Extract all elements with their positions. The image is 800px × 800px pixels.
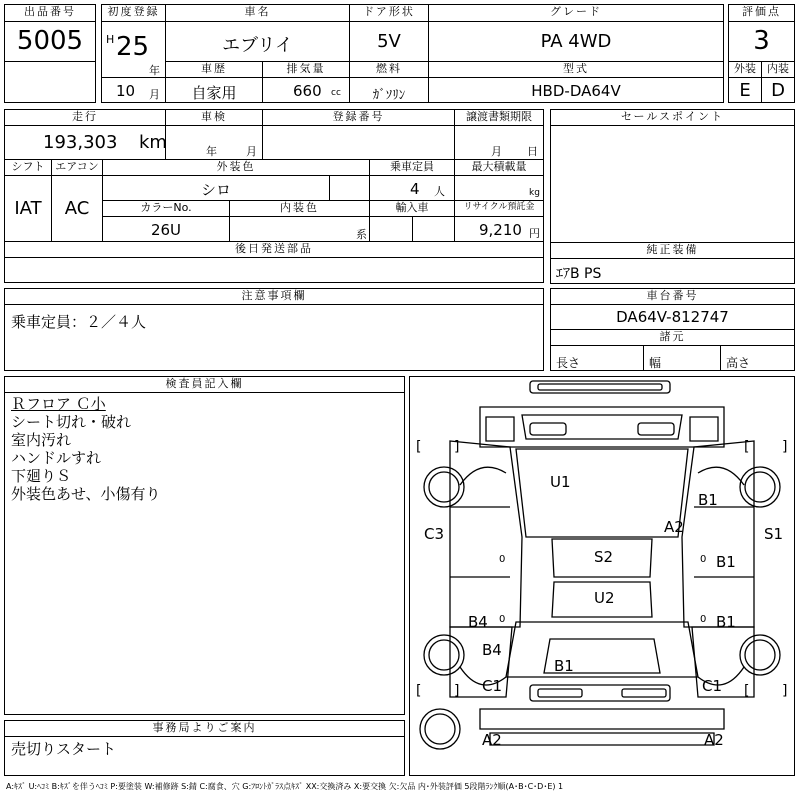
plate-cell bbox=[262, 125, 455, 160]
car-name-label: 車名 bbox=[165, 4, 350, 22]
damage-mark-left-rear-corner: C1 bbox=[482, 677, 503, 695]
aircon-label: エアコン bbox=[51, 159, 103, 176]
model: HBD-DA64V bbox=[531, 82, 621, 100]
inspection-label: 車検 bbox=[165, 109, 263, 126]
reg-month: 10 bbox=[116, 82, 136, 100]
inspector-line-4: ハンドルすれ bbox=[11, 449, 102, 467]
max-load-unit: kg bbox=[529, 188, 540, 198]
score: 3 bbox=[753, 26, 770, 56]
displacement-unit: cc bbox=[331, 88, 341, 98]
score-cell bbox=[728, 21, 795, 62]
damage-mark-right-side: S1 bbox=[764, 525, 784, 543]
reg-year: 25 bbox=[116, 32, 150, 62]
lot-number-label: 出品番号 bbox=[4, 4, 96, 22]
chassis-number-cell bbox=[550, 304, 795, 330]
office-notice-cell bbox=[4, 736, 405, 776]
transfer-month-unit: 月 bbox=[491, 145, 502, 158]
interior-grade: D bbox=[771, 80, 785, 101]
inspector-line-2: シート切れ・破れ bbox=[11, 413, 132, 431]
capacity: 4 bbox=[410, 180, 420, 198]
color-number-label: カラーNo. bbox=[102, 200, 230, 217]
exterior-grade-cell bbox=[728, 77, 762, 103]
history-label: 車歴 bbox=[165, 61, 263, 78]
grade: PA 4WD bbox=[540, 31, 612, 52]
year-unit: 年 bbox=[149, 64, 160, 77]
damage-mark-front-roof: U1 bbox=[550, 473, 571, 491]
shift-cell bbox=[4, 175, 52, 242]
import-label: 輸入車 bbox=[369, 200, 455, 217]
genuine-equipment-label: 純正装備 bbox=[550, 242, 795, 259]
fuel: ｶﾞｿﾘﾝ bbox=[372, 88, 406, 103]
color-number: 26U bbox=[150, 221, 182, 239]
bracket-left-low: [ bbox=[416, 683, 422, 699]
model-cell bbox=[428, 77, 724, 103]
recycle-deposit-cell bbox=[454, 216, 544, 242]
first-registration-label: 初度登録 bbox=[101, 4, 166, 22]
width-label: 幅 bbox=[649, 356, 662, 370]
damage-mark-left-rear-door: B4 bbox=[468, 613, 488, 631]
damage-mark-roof: S2 bbox=[594, 548, 614, 566]
chassis-number-label: 車台番号 bbox=[550, 288, 795, 305]
office-notice: 売切りスタート bbox=[11, 740, 117, 758]
genuine-equipment-cell bbox=[550, 258, 795, 284]
exterior-grade-label: 外装 bbox=[728, 61, 762, 78]
zero-mark: 0 bbox=[499, 614, 506, 625]
zero-mark: 0 bbox=[499, 554, 506, 565]
fuel-cell bbox=[349, 77, 429, 103]
shift: IAT bbox=[14, 198, 42, 219]
recycle-deposit-unit: 円 bbox=[529, 227, 540, 240]
capacity-unit: 人 bbox=[434, 185, 445, 198]
grade-cell bbox=[428, 21, 724, 62]
exterior-color-cell bbox=[102, 175, 330, 201]
damage-mark-left-front: C3 bbox=[424, 525, 445, 543]
car-name: エブリイ bbox=[222, 35, 293, 56]
inspector-line-3: 室内汚れ bbox=[11, 431, 72, 449]
displacement-label: 排気量 bbox=[262, 61, 350, 78]
capacity-cell bbox=[369, 175, 455, 201]
displacement: 660 bbox=[293, 82, 322, 100]
car-name-cell bbox=[165, 21, 350, 62]
inspector-line-6: 外装色あせ、小傷有り bbox=[11, 485, 161, 503]
genuine-equipment: ｴｱB PS bbox=[556, 266, 602, 282]
aircon-cell bbox=[51, 175, 103, 242]
bracket-left-close: ] bbox=[454, 439, 460, 455]
notes-label: 注意事項欄 bbox=[4, 288, 544, 305]
exterior-color-label: 外装色 bbox=[102, 159, 370, 176]
height-label: 高さ bbox=[726, 356, 751, 370]
mileage: 193,303 bbox=[43, 132, 118, 153]
mileage-unit: km bbox=[139, 132, 167, 153]
door-type: 5V bbox=[377, 31, 401, 52]
grade-label: グレード bbox=[428, 4, 724, 22]
bracket-right-low: [ bbox=[744, 683, 750, 699]
inspector-notes-cell bbox=[4, 392, 405, 715]
length-label: 長さ bbox=[556, 356, 581, 370]
later-parts-label: 後日発送部品 bbox=[4, 241, 544, 258]
damage-mark-rear-gate: B1 bbox=[554, 657, 574, 675]
later-parts-cell bbox=[4, 257, 544, 283]
car-diagram bbox=[410, 377, 794, 775]
office-notice-label: 事務局よりご案内 bbox=[4, 720, 405, 737]
damage-mark-rear-bumper-right: A2 bbox=[704, 731, 724, 749]
plate-label: 登録番号 bbox=[262, 109, 455, 126]
inspector-line-5: 下廻りＳ bbox=[11, 467, 72, 485]
damage-mark-right-rear-door: B1 bbox=[716, 613, 736, 631]
damage-mark-left-rear: B4 bbox=[482, 641, 502, 659]
bracket-left-low-close: ] bbox=[454, 683, 460, 699]
model-label: 型式 bbox=[428, 61, 724, 78]
inspector-line-1: Ｒフロア Ｃ小 bbox=[11, 395, 106, 413]
history: 自家用 bbox=[191, 84, 237, 102]
interior-grade-label: 内装 bbox=[761, 61, 795, 78]
damage-mark-right-rear-corner: C1 bbox=[702, 677, 723, 695]
exterior-grade: E bbox=[739, 80, 751, 101]
width-cell bbox=[643, 345, 721, 371]
aircon: AC bbox=[64, 198, 90, 219]
sales-point-label: セールスポイント bbox=[550, 109, 795, 126]
notes: 乗車定員：２／４人 bbox=[11, 313, 147, 331]
damage-mark-rear-bumper-left: A2 bbox=[482, 731, 502, 749]
import-cell-a bbox=[369, 216, 413, 242]
exterior-color: シロ bbox=[200, 181, 231, 199]
history-cell bbox=[165, 77, 263, 103]
height-cell bbox=[720, 345, 795, 371]
mileage-cell bbox=[4, 125, 166, 160]
color-number-cell bbox=[102, 216, 230, 242]
length-cell bbox=[550, 345, 644, 371]
max-load-cell bbox=[454, 175, 544, 201]
lot-number-cell bbox=[4, 21, 96, 62]
transfer-deadline-cell bbox=[454, 125, 544, 160]
import-cell-b bbox=[412, 216, 455, 242]
exterior-color-extra bbox=[329, 175, 370, 201]
notes-cell bbox=[4, 304, 544, 371]
specs-label: 諸元 bbox=[550, 329, 795, 346]
inspection-year-unit: 年 bbox=[206, 145, 217, 158]
damage-mark-rear-roof: U2 bbox=[594, 589, 615, 607]
inspector-notes-label: 検査員記入欄 bbox=[4, 376, 405, 393]
shift-label: シフト bbox=[4, 159, 52, 176]
fuel-label: 燃料 bbox=[349, 61, 429, 78]
interior-color-label: 内装色 bbox=[229, 200, 370, 217]
reg-month-cell bbox=[101, 77, 166, 103]
interior-color-unit: 系 bbox=[356, 228, 367, 241]
transfer-day-unit: 日 bbox=[527, 145, 538, 158]
era: H bbox=[106, 33, 115, 46]
bracket-right-close: ] bbox=[782, 439, 788, 455]
lot-number: 5005 bbox=[16, 26, 84, 56]
inspection-cell bbox=[165, 125, 263, 160]
damage-mark-right-front: B1 bbox=[698, 491, 718, 509]
damage-diagram-frame bbox=[409, 376, 795, 776]
damage-mark-right-front-door: A2 bbox=[664, 518, 684, 536]
zero-mark: 0 bbox=[700, 554, 707, 565]
score-label: 評価点 bbox=[728, 4, 795, 22]
max-load-label: 最大積載量 bbox=[454, 159, 544, 176]
recycle-deposit: 9,210 bbox=[479, 221, 522, 239]
zero-mark: 0 bbox=[700, 614, 707, 625]
lot-blank-cell bbox=[4, 61, 96, 103]
inspection-month-unit: 月 bbox=[246, 145, 257, 158]
mileage-label: 走行 bbox=[4, 109, 166, 126]
chassis-number: DA64V-812747 bbox=[616, 308, 729, 326]
displacement-cell bbox=[262, 77, 350, 103]
legend: A:ｷｽﾞ U:ﾍｺﾐ B:ｷｽﾞを伴うﾍｺﾐ P:要塗装 W:補修跡 S:錆 C:腐食、穴 G:ﾌﾛﾝﾄｶﾞﾗｽ点ｷｽﾞ XX:交換済み X:要交換 欠:欠品 内･外装評価 5段階ﾗﾝｸ順(A･B･C･D･E) 1 bbox=[6, 782, 564, 791]
interior-grade-cell bbox=[761, 77, 795, 103]
bracket-right-low-close: ] bbox=[782, 683, 788, 699]
recycle-deposit-label: リサイクル預託金 bbox=[454, 200, 544, 217]
first-registration-cell bbox=[101, 21, 166, 78]
sales-point-cell bbox=[550, 125, 795, 243]
bracket-left: [ bbox=[416, 439, 422, 455]
damage-mark-right-door: B1 bbox=[716, 553, 736, 571]
door-type-cell bbox=[349, 21, 429, 62]
door-type-label: ドア形状 bbox=[349, 4, 429, 22]
capacity-label: 乗車定員 bbox=[369, 159, 455, 176]
month-unit: 月 bbox=[149, 88, 160, 101]
interior-color-cell bbox=[229, 216, 370, 242]
bracket-right: [ bbox=[744, 439, 750, 455]
transfer-deadline-label: 譲渡書類期限 bbox=[454, 109, 544, 126]
